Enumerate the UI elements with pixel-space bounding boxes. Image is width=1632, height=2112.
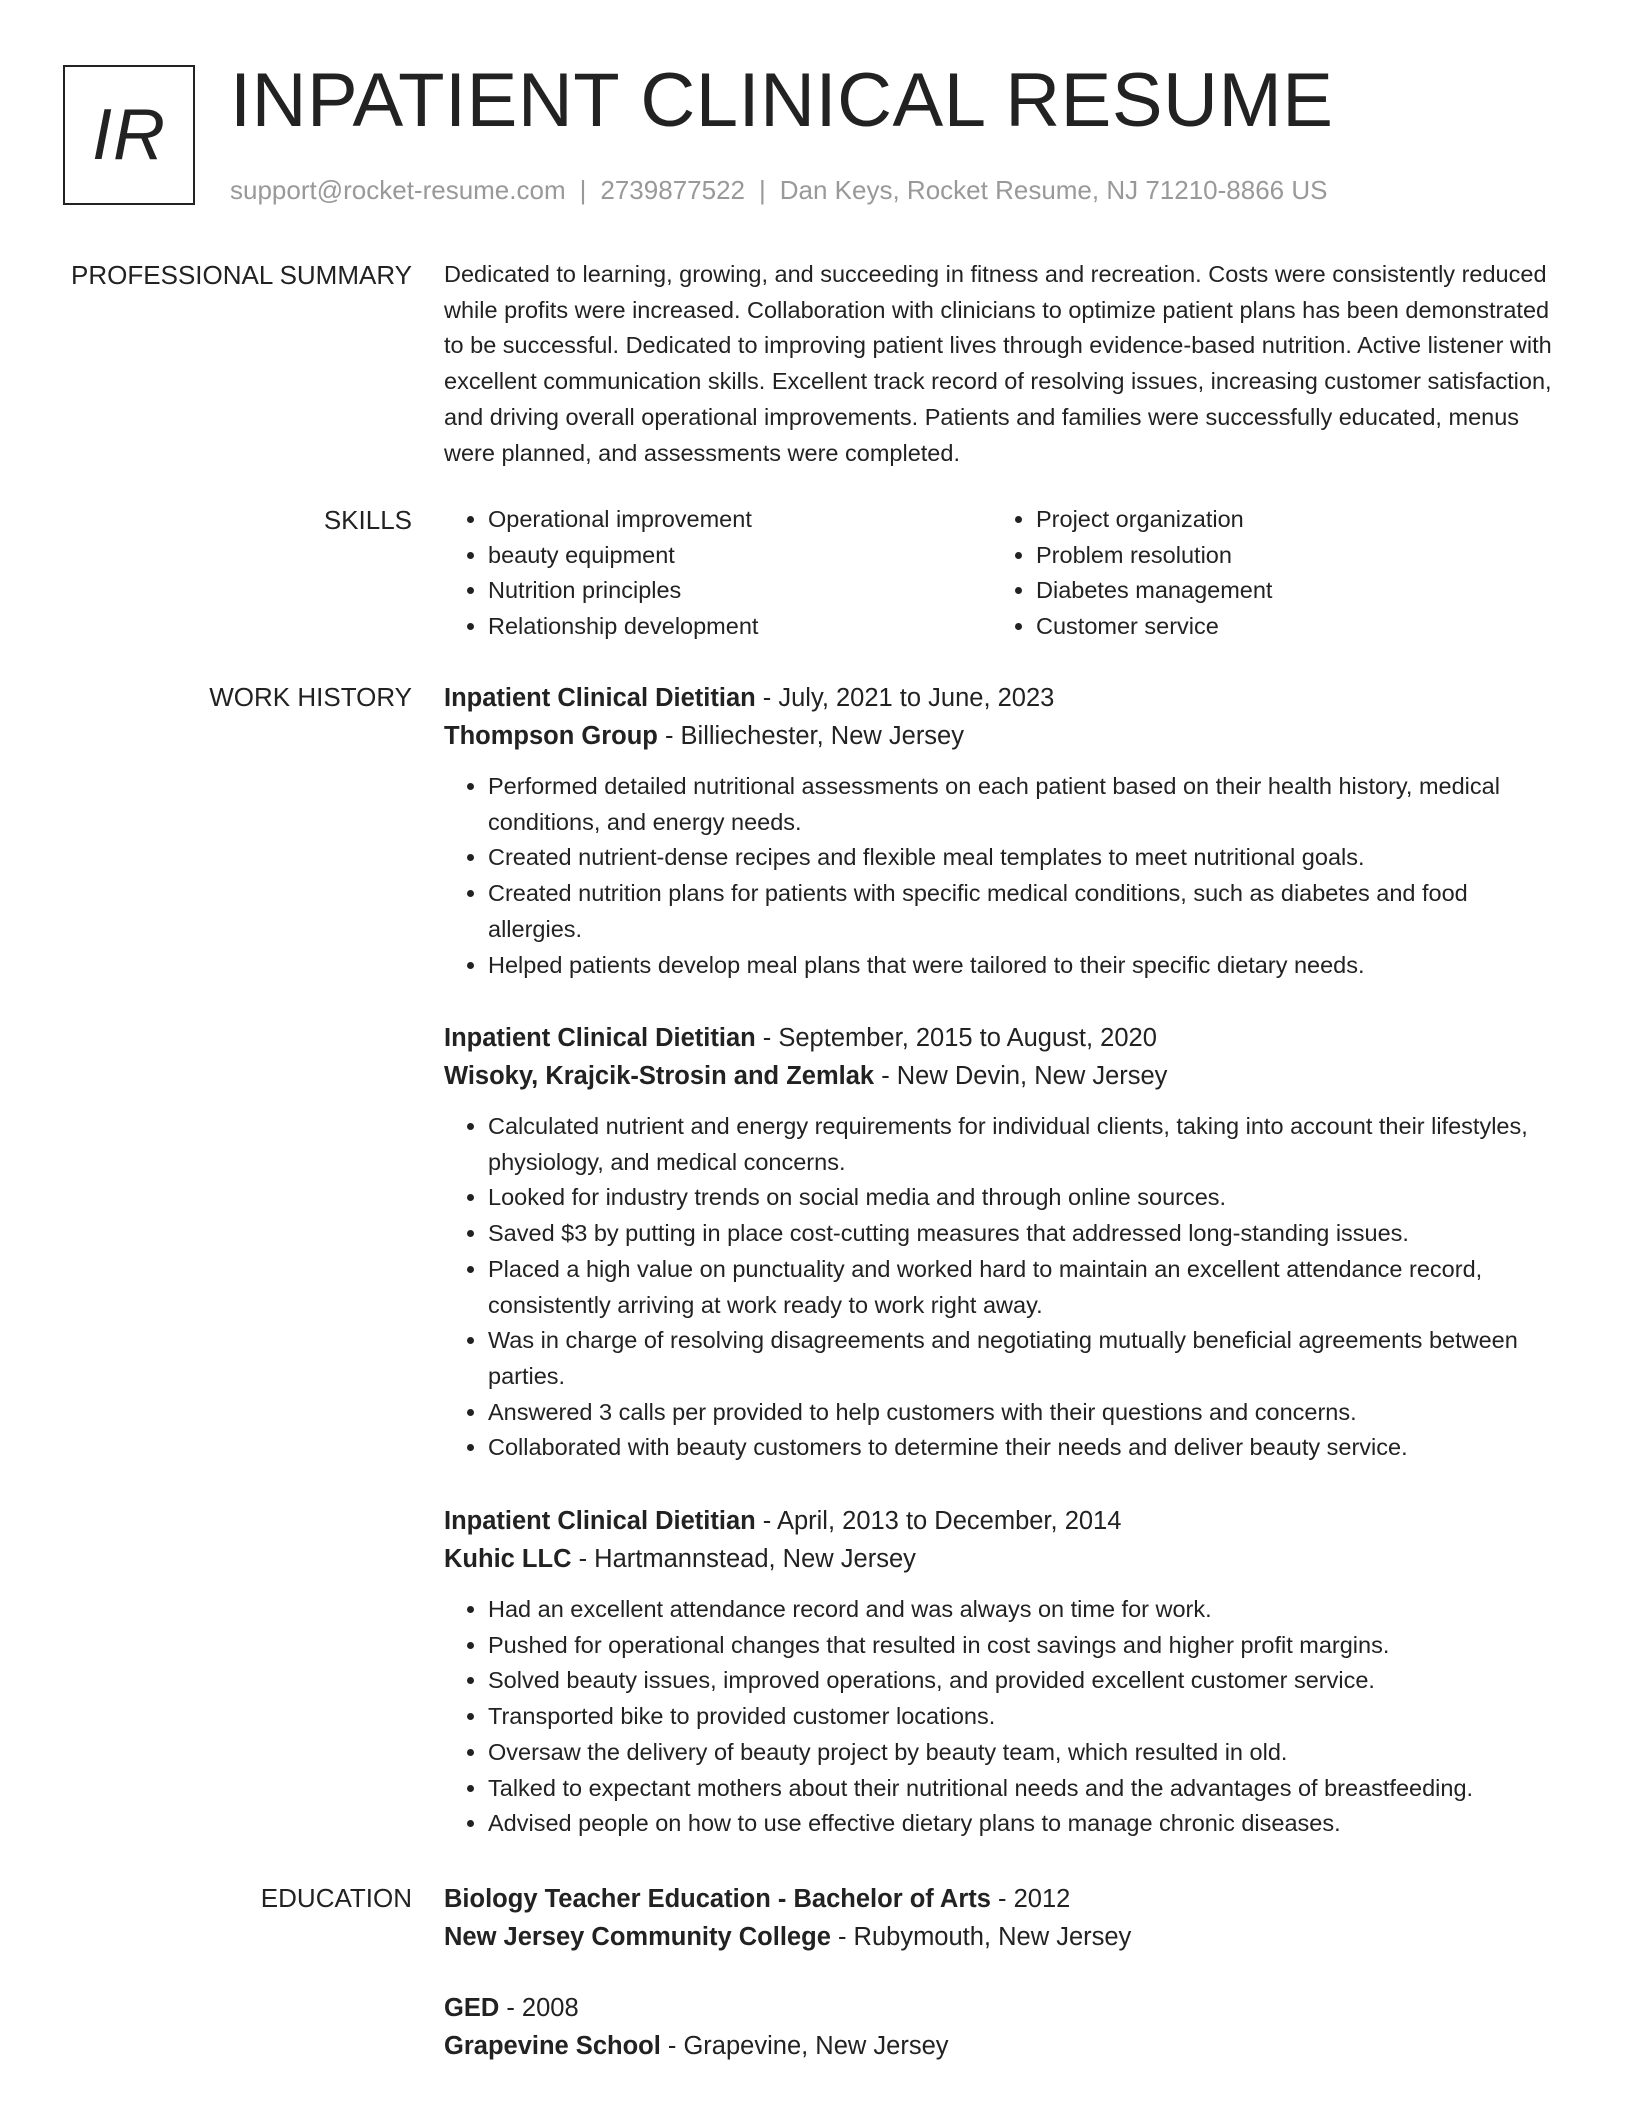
job-title: Inpatient Clinical Dietitian <box>444 1024 756 1052</box>
job-duty: • Solved beauty issues, improved operations, and provided excellent customer service. <box>488 1663 1556 1699</box>
skill-item: • Diabetes management <box>1036 573 1540 609</box>
job-duty: • Was in charge of resolving disagreements and negotiating mutually beneficial agreements between parties. <box>488 1323 1556 1394</box>
education-entry <box>444 1880 1556 1956</box>
job-duties <box>444 1592 1556 1842</box>
skill-item: • Nutrition principles <box>488 573 992 609</box>
job-duty: • Placed a high value on punctuality and worked hard to maintain an excellent attendance record, consistently arriving at work ready to work right away. <box>488 1252 1556 1323</box>
education-degree-line <box>444 1880 1556 1918</box>
job-title-line <box>444 679 1556 717</box>
education-school: Grapevine School <box>444 2032 661 2060</box>
job-duty: • Answered 3 calls per provided to help customers with their questions and concerns. <box>488 1395 1556 1431</box>
job-duty: • Had an excellent attendance record and was always on time for work. <box>488 1592 1556 1628</box>
section-heading-education: EDUCATION <box>260 1883 412 1913</box>
skill-item: • Problem resolution <box>1036 538 1540 574</box>
education-degree-line <box>444 1989 1556 2027</box>
job-company: Kuhic LLC <box>444 1545 572 1573</box>
job-duty: • Advised people on how to use effective dietary plans to manage chronic diseases. <box>488 1806 1556 1842</box>
job-duty: • Helped patients develop meal plans that were tailored to their specific dietary needs. <box>488 948 1556 984</box>
skill-item: • Project organization <box>1036 502 1540 538</box>
job-entry <box>444 1502 1556 1842</box>
job-duty: • Performed detailed nutritional assessments on each patient based on their health history, medical conditions, and energy needs. <box>488 769 1556 840</box>
contact-line <box>230 172 1327 208</box>
job-title: Inpatient Clinical Dietitian <box>444 684 756 712</box>
skills-list-left <box>444 502 992 645</box>
job-location: - Hartmannstead, New Jersey <box>571 1545 916 1573</box>
job-entry <box>444 679 1556 983</box>
education-degree: GED <box>444 1994 500 2022</box>
job-duties <box>444 1109 1556 1466</box>
job-duty: • Oversaw the delivery of beauty project by beauty team, which resulted in old. <box>488 1735 1556 1771</box>
education-school: New Jersey Community College <box>444 1923 831 1951</box>
education-school-line <box>444 1918 1556 1956</box>
job-entry <box>444 1019 1556 1466</box>
job-duty: • Pushed for operational changes that resulted in cost savings and higher profit margins. <box>488 1628 1556 1664</box>
contact-separator: | <box>759 175 766 205</box>
skill-item: • Relationship development <box>488 609 992 645</box>
job-duty: • Looked for industry trends on social media and through online sources. <box>488 1180 1556 1216</box>
job-company-line <box>444 1540 1556 1578</box>
contact-email: support@rocket-resume.com <box>230 175 566 205</box>
monogram-initials: IR <box>92 95 166 175</box>
skill-item: • Operational improvement <box>488 502 992 538</box>
education-entry <box>444 1989 1556 2065</box>
job-title: Inpatient Clinical Dietitian <box>444 1507 756 1535</box>
skill-item: • Customer service <box>1036 609 1540 645</box>
section-heading-work-history: WORK HISTORY <box>209 682 412 712</box>
education-location: - Rubymouth, New Jersey <box>830 1923 1132 1951</box>
job-dates: - April, 2013 to December, 2014 <box>755 1507 1122 1535</box>
job-title-line <box>444 1019 1556 1057</box>
education-degree: Biology Teacher Education - Bachelor of Arts <box>444 1885 991 1913</box>
job-company: Thompson Group <box>444 722 658 750</box>
section-heading-skills: SKILLS <box>323 505 412 535</box>
contact-separator: | <box>579 175 587 205</box>
job-duty: • Saved $3 by putting in place cost-cutting measures that addressed long-standing issues. <box>488 1216 1556 1252</box>
job-duty: • Calculated nutrient and energy requirements for individual clients, taking into account their lifestyles, physiology, and medical concerns. <box>488 1109 1556 1180</box>
job-duties <box>444 769 1556 983</box>
education-year: - 2012 <box>990 1885 1071 1913</box>
job-duty: • Transported bike to provided customer locations. <box>488 1699 1556 1735</box>
monogram-logo <box>63 65 195 205</box>
job-duty: • Created nutrition plans for patients with specific medical conditions, such as diabetes and food allergies. <box>488 876 1556 947</box>
skill-item: • beauty equipment <box>488 538 992 574</box>
job-company: Wisoky, Krajcik-Strosin and Zemlak <box>444 1062 875 1090</box>
job-duty: • Collaborated with beauty customers to determine their needs and deliver beauty service. <box>488 1430 1556 1466</box>
education-school-line <box>444 2027 1556 2065</box>
contact-phone: 2739877522 <box>600 175 745 205</box>
job-dates: - July, 2021 to June, 2023 <box>755 684 1055 712</box>
job-location: - New Devin, New Jersey <box>874 1062 1168 1090</box>
education-location: - Grapevine, New Jersey <box>660 2032 949 2060</box>
job-company-line <box>444 717 1556 755</box>
education-year: - 2008 <box>499 1994 579 2022</box>
job-company-line <box>444 1057 1556 1095</box>
job-location: - Billiechester, New Jersey <box>657 722 964 750</box>
job-duty: • Talked to expectant mothers about their nutritional needs and the advantages of breastfeeding. <box>488 1771 1556 1807</box>
resume-title: INPATIENT CLINICAL RESUME <box>230 58 1334 143</box>
skills-list-right <box>992 502 1540 645</box>
job-dates: - September, 2015 to August, 2020 <box>755 1024 1157 1052</box>
summary-text: Dedicated to learning, growing, and succeeding in fitness and recreation. Costs were consistently reduced while profits were increased. Collaboration with clinicians to optimize patient plans has been demonstrated to be successful. Dedicated to improving patient lives through evidence-based nutrition. Active listener with excellent communication skills. Excellent track record of resolving issues, increasing customer satisfaction, and driving overall operational improvements. Patients and families were successfully educated, menus were planned, and assessments were completed. <box>444 261 1552 466</box>
contact-address: Dan Keys, Rocket Resume, NJ 71210-8866 US <box>779 175 1328 205</box>
job-title-line <box>444 1502 1556 1540</box>
job-duty: • Created nutrient-dense recipes and flexible meal templates to meet nutritional goals. <box>488 840 1556 876</box>
section-heading-summary: PROFESSIONAL SUMMARY <box>71 260 412 290</box>
